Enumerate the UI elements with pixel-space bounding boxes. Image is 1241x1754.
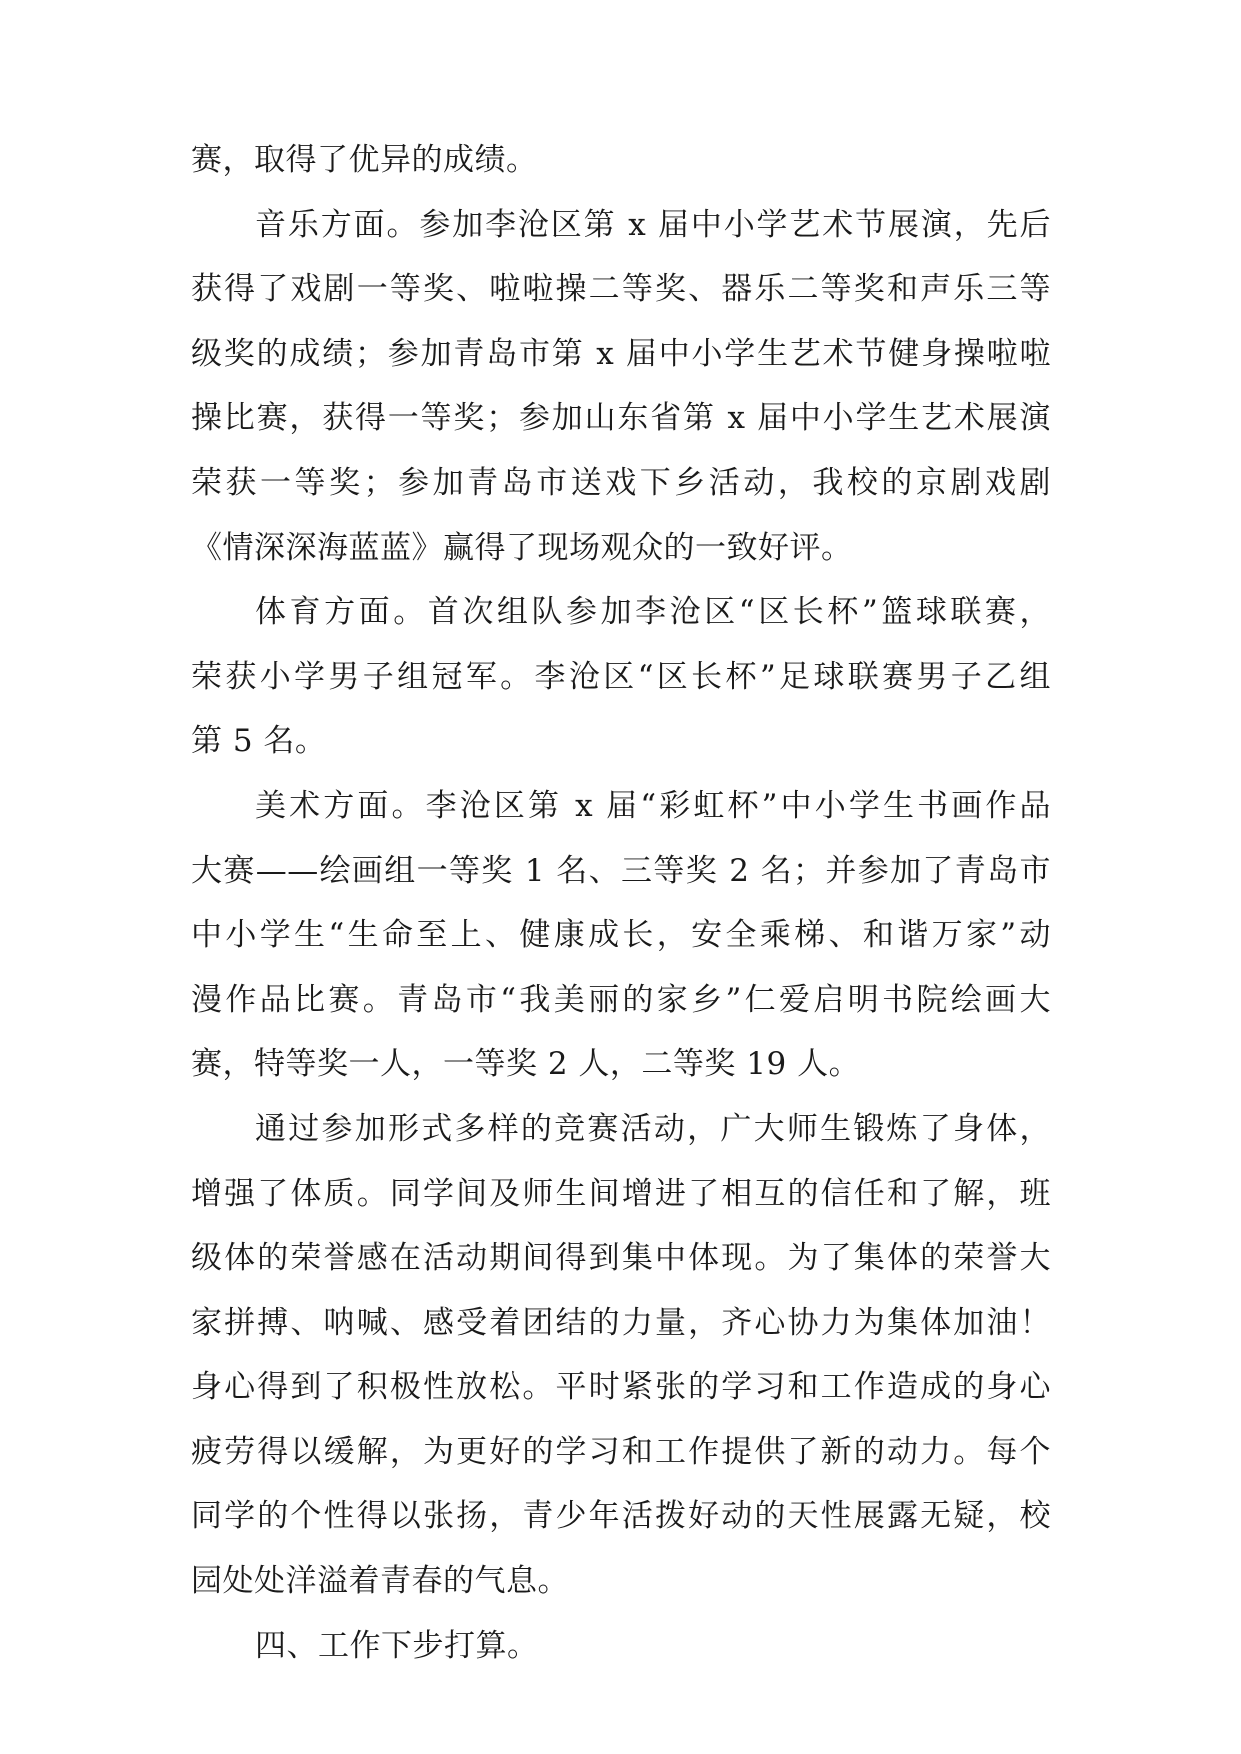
text-line: 音乐方面。参加李沧区第 x 届中小学艺术节展演，先后 (255, 206, 1051, 243)
text-line: 中小学生“生命至上、健康成长，安全乘梯、和谐万家”动 (191, 917, 1051, 954)
section-heading: 四、工作下步打算。 (255, 1627, 539, 1664)
text-line: 园处处洋溢着青春的气息。 (191, 1563, 569, 1600)
text-line: 级体的荣誉感在活动期间得到集中体现。为了集体的荣誉大 (191, 1240, 1051, 1277)
text-line: 荣获一等奖；参加青岛市送戏下乡活动，我校的京剧戏剧 (191, 464, 1051, 501)
text-line: 家拼搏、呐喊、感受着团结的力量，齐心协力为集体加油！ (191, 1304, 1051, 1341)
text-line: 赛，特等奖一人，一等奖 2 人，二等奖 19 人。 (191, 1046, 861, 1083)
text-line: 增强了体质。同学间及师生间增进了相互的信任和了解，班 (191, 1175, 1051, 1212)
text-line: 疲劳得以缓解，为更好的学习和工作提供了新的动力。每个 (191, 1433, 1051, 1470)
text-line: 美术方面。李沧区第 x 届“彩虹杯”中小学生书画作品 (255, 787, 1051, 824)
text-line: 获得了戏剧一等奖、啦啦操二等奖、器乐二等奖和声乐三等 (191, 271, 1051, 308)
text-line: 级奖的成绩；参加青岛市第 x 届中小学生艺术节健身操啦啦 (191, 335, 1051, 372)
document-page (191, 128, 1051, 1678)
text-line: 漫作品比赛。青岛市“我美丽的家乡”仁爱启明书院绘画大 (191, 981, 1051, 1018)
text-line: 赛，取得了优异的成绩。 (191, 142, 538, 178)
text-line: 操比赛，获得一等奖；参加山东省第 x 届中小学生艺术展演 (191, 400, 1051, 437)
text-line: 《情深深海蓝蓝》赢得了现场观众的一致好评。 (191, 529, 853, 566)
text-line: 大赛——绘画组一等奖 1 名、三等奖 2 名；并参加了青岛市 (191, 852, 1051, 889)
text-line: 荣获小学男子组冠军。李沧区“区长杯”足球联赛男子乙组 (191, 658, 1051, 695)
text-line: 通过参加形式多样的竞赛活动，广大师生锻炼了身体， (255, 1110, 1051, 1147)
text-line: 同学的个性得以张扬，青少年活拨好动的天性展露无疑，校 (191, 1498, 1051, 1535)
text-line: 体育方面。首次组队参加李沧区“区长杯”篮球联赛， (255, 594, 1051, 631)
text-line: 身心得到了积极性放松。平时紧张的学习和工作造成的身心 (191, 1369, 1051, 1406)
text-line: 第 5 名。 (191, 723, 327, 760)
